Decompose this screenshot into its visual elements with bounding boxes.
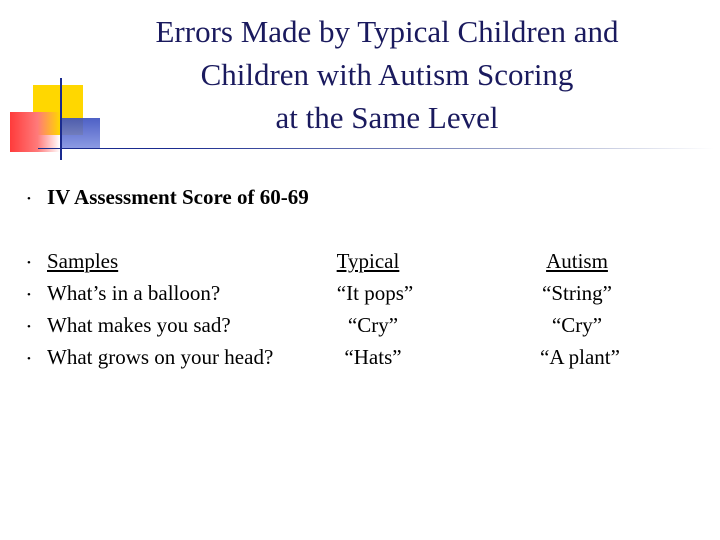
autism-cell: “String” [542, 281, 612, 305]
autism-header: Autism [546, 249, 608, 273]
bullet-icon: • [27, 289, 31, 301]
question-cell: What makes you sad? [47, 313, 231, 337]
bullet-icon: • [27, 321, 31, 333]
bullet-icon: • [27, 193, 31, 205]
samples-header: Samples [47, 249, 119, 273]
typical-header: Typical [336, 249, 400, 273]
question-cell: What’s in a balloon? [47, 281, 221, 305]
logo-blue-square [62, 118, 100, 148]
title-line-2: Children with Autism Scoring [200, 57, 574, 92]
title-divider-line [38, 148, 714, 149]
typical-cell: “Cry” [347, 313, 399, 337]
question-cell: What grows on your head? [47, 345, 274, 369]
autism-cell: “A plant” [540, 345, 620, 369]
typical-cell: “Hats” [344, 345, 402, 369]
assessment-heading: IV Assessment Score of 60-69 [47, 185, 309, 209]
bullet-icon: • [27, 257, 31, 269]
slide-title [100, 10, 674, 139]
title-line-1: Errors Made by Typical Children and [155, 14, 619, 49]
title-line-3: at the Same Level [275, 100, 499, 135]
logo-red-square [10, 112, 60, 152]
autism-cell: “Cry” [551, 313, 603, 337]
bullet-icon: • [27, 353, 31, 365]
typical-cell: “It pops” [336, 281, 414, 305]
